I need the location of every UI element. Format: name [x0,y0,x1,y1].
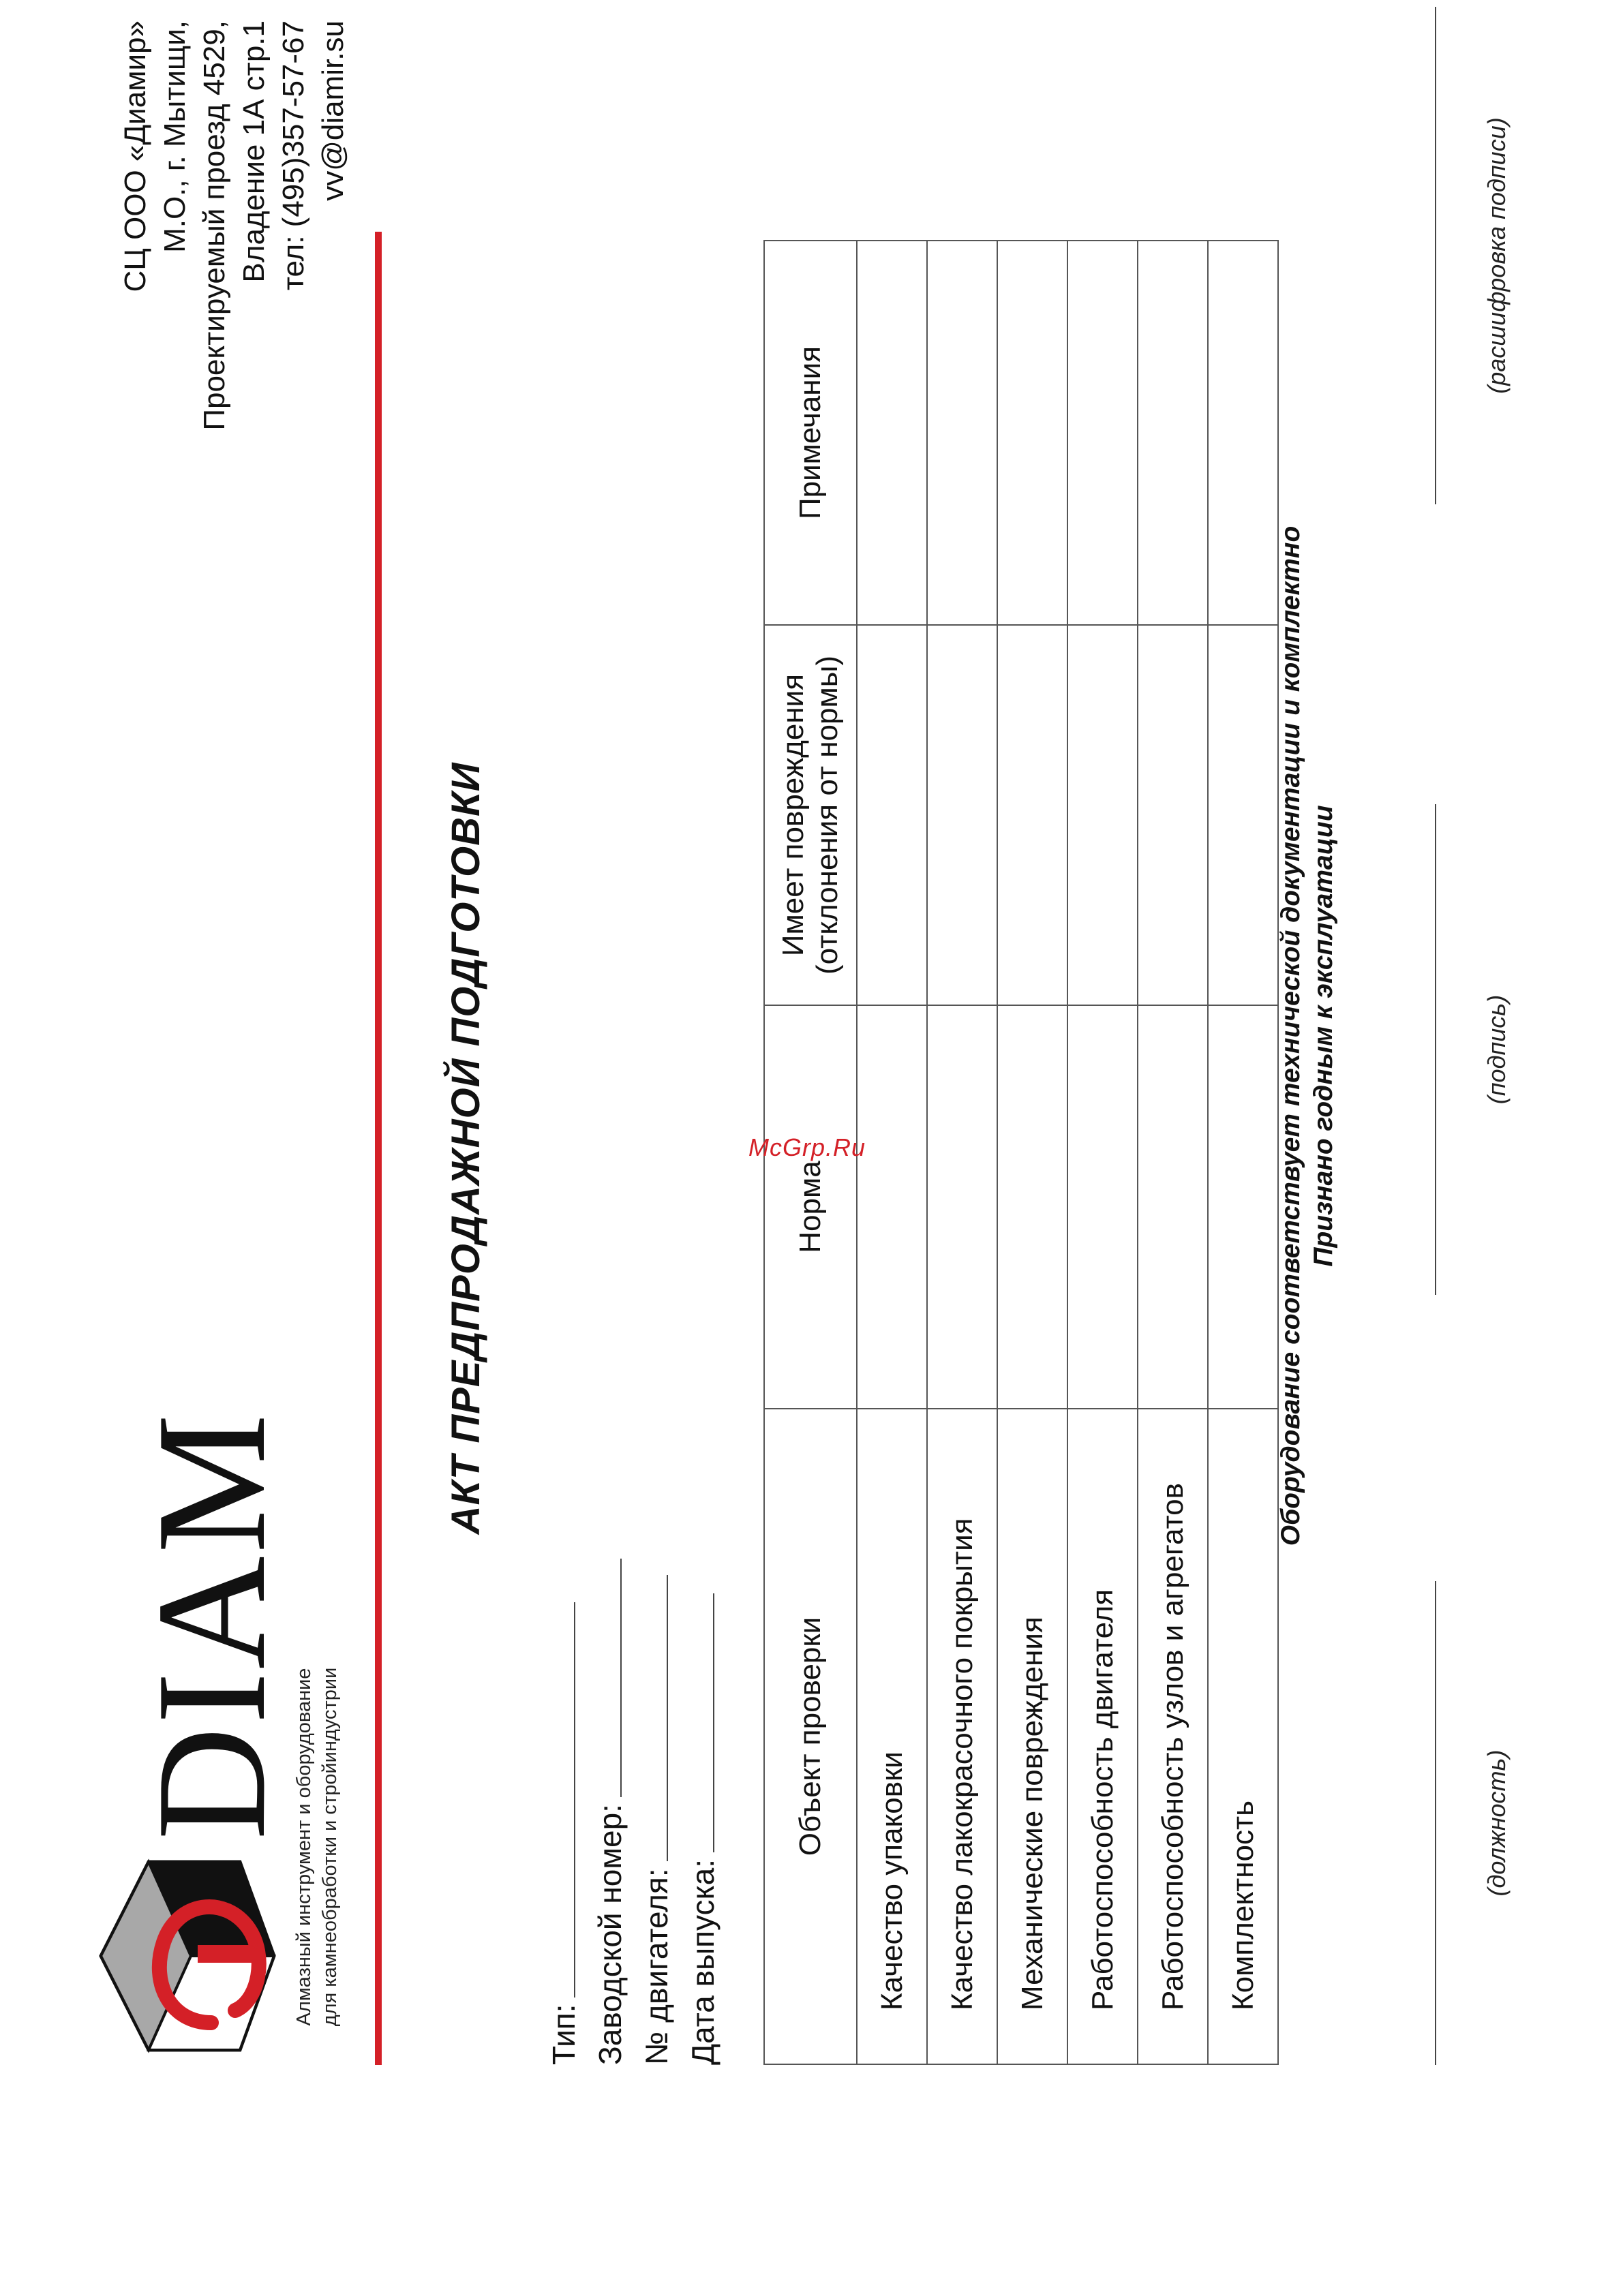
conclusion-line-1: Оборудование соответствует технической документации и комплектно [1276,525,1305,1546]
row-norm-cell[interactable] [1138,1005,1208,1409]
field-type-label: Тип: [546,2004,581,2065]
field-serial-label: Заводской номер: [592,1804,628,2065]
signature-line[interactable] [1435,804,1436,1295]
brand-wordmark: DIAM [124,1411,298,1840]
row-notes-cell[interactable] [927,241,997,625]
row-notes-cell[interactable] [1067,241,1138,625]
row-damage-cell[interactable] [997,625,1067,1005]
field-serial-line[interactable] [620,1559,622,1797]
field-date-label: Дата выпуска: [685,1858,721,2065]
company-email: vv@diamir.su [316,20,350,201]
header-object: Объект проверки [764,1409,857,2064]
row-object-cell: Качество лакокрасочного покрытия [927,1409,997,2064]
header-damage [764,625,857,1005]
position-signature-line[interactable] [1435,1581,1436,2065]
row-norm-cell[interactable] [997,1005,1067,1409]
position-caption: (должность) [1483,1749,1511,1897]
table-row [997,241,1067,2064]
field-type [539,1602,582,2065]
row-notes-cell[interactable] [1208,241,1278,625]
field-date [678,1593,721,2065]
company-city: М.О., г. Мытищи, [158,20,192,253]
row-notes-cell[interactable] [997,241,1067,625]
header-norm: Норма [764,1005,857,1409]
row-damage-cell[interactable] [1138,625,1208,1005]
company-building: Владение 1А стр.1 [237,20,271,283]
field-engine-label: № двигателя: [639,1868,674,2065]
header-notes: Примечания [764,241,857,625]
table-row [1067,241,1138,2064]
company-name: СЦ ООО «Диамир» [119,20,152,292]
header-divider [375,232,382,2065]
document-sheet [34,0,1511,2079]
field-engine-line[interactable] [667,1575,668,1861]
row-notes-cell[interactable] [857,241,927,625]
table-row [1138,241,1208,2064]
signature-caption: (подпись) [1483,994,1511,1105]
conclusion-line-2: Признано годным к эксплуатации [1309,805,1338,1267]
table-row [1208,241,1278,2064]
row-norm-cell[interactable] [1208,1005,1278,1409]
row-object-cell: Работоспособность двигателя [1067,1409,1138,2064]
row-damage-cell[interactable] [927,625,997,1005]
diamond-cube-logo-icon [95,1847,279,2065]
company-contact-block [116,20,353,431]
company-phone: тел: (495)357-57-67 [277,20,310,291]
row-norm-cell[interactable] [857,1005,927,1409]
row-object-cell: Работоспособность узлов и агрегатов [1138,1409,1208,2064]
signature-decoding-caption: (расшифровка подписи) [1483,117,1511,394]
document-title: АКТ ПРЕДПРОДАЖНОЙ ПОДГОТОВКИ [444,762,488,1535]
row-notes-cell[interactable] [1138,241,1208,625]
row-object-cell: Комплектность [1208,1409,1278,2064]
field-date-line[interactable] [713,1593,714,1852]
row-object-cell: Механические повреждения [997,1409,1067,2064]
table-row [857,241,927,2064]
company-street: Проектируемый проезд 4529, [198,20,231,431]
table-row [927,241,997,2064]
watermark: McGrp.Ru [748,1133,866,1161]
conclusion-block [1275,0,1340,2079]
row-norm-cell[interactable] [927,1005,997,1409]
row-damage-cell[interactable] [1067,625,1138,1005]
row-damage-cell[interactable] [1208,625,1278,1005]
brand-tagline: Алмазный инструмент и оборудование для камнеобработки и стройиндустрии [293,1667,341,2027]
field-type-line[interactable] [574,1602,575,1997]
header-damage-line1: Имеет повреждения [776,673,810,957]
header-damage-line2: (отклонения от нормы) [810,655,844,975]
row-damage-cell[interactable] [857,625,927,1005]
signature-decoding-line[interactable] [1435,7,1436,504]
field-serial [585,1559,628,2065]
row-norm-cell[interactable] [1067,1005,1138,1409]
field-engine [631,1575,675,2065]
row-object-cell: Качество упаковки [857,1409,927,2064]
